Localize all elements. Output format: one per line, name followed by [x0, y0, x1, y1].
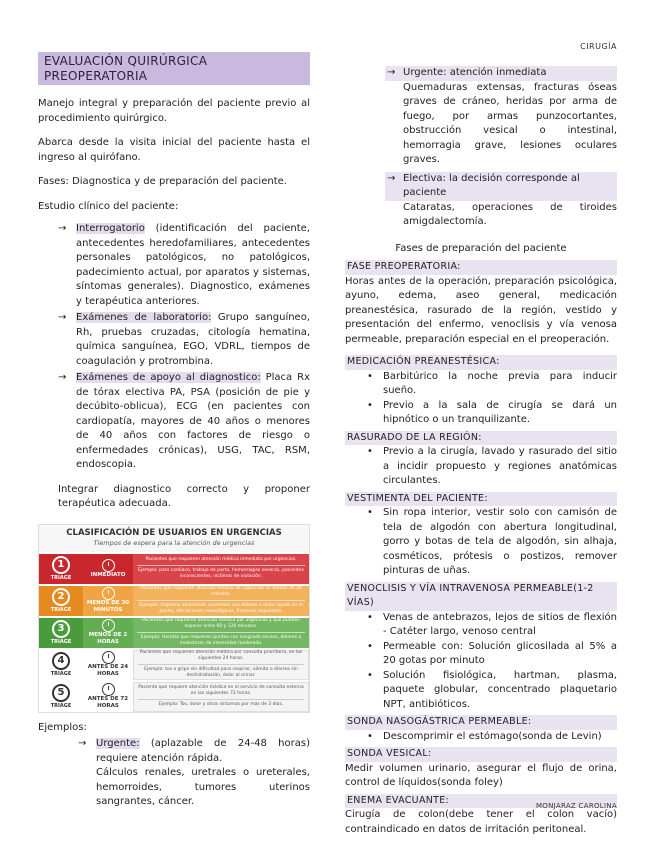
intro-paragraph: Fases: Diagnostica y de preparación del paciente.: [38, 176, 287, 187]
triage-example: Ejemplo: tos o gripe sin dificultad para respirar, vómito o diarrea sin deshidratación, dolor al orinar.: [144, 667, 298, 678]
bullet-icon: •: [367, 640, 373, 652]
arrow-icon: →: [78, 738, 87, 749]
author-footer: MONJARAZ CAROLINA: [535, 802, 617, 810]
section: [345, 715, 617, 744]
triage-word: TRIAGE: [50, 702, 72, 709]
triage-description: Pacientes que requieren atención médica por consulta prioritaria, en las siguientes 24 horas.: [138, 650, 304, 665]
triage-description: Pacientes que requieren atención médica de urgencias en menos de 30 minutos.: [137, 586, 305, 601]
section-text: Medir volumen urinario, asegurar el flujo de orina, control de líquidos(sonda foley): [345, 762, 617, 788]
bullet-icon: •: [367, 669, 373, 681]
example-detail: Cálculos renales, uretrales o ureterales, hemorroides, tumores uterinos sangrantes, cáncer.: [96, 767, 310, 807]
list-item: [78, 737, 310, 766]
section-text: Horas antes de la operación, preparación psicológica, ayuno, edema, aseo general, medicación preanestésica, rasurado de la región, vestido y presentación del enfermo, venoclisis y vía venosa permeable, preparación especial en el preoperación.: [345, 275, 617, 345]
triage-row: [39, 680, 309, 712]
item-label: Exámenes de laboratorio:: [76, 312, 212, 323]
bullet-icon: •: [367, 446, 373, 457]
triage-header: [39, 525, 309, 552]
arrow-icon: →: [387, 67, 396, 78]
item-label: Exámenes de apoyo al diagnostico:: [76, 372, 261, 383]
item-label: Urgente:: [96, 738, 140, 749]
triage-word: TRIAGE: [50, 670, 72, 677]
item-text: (aplazable de 24-48 horas) requiere atención rápida.: [96, 738, 310, 764]
triage-word: TRIAGE: [50, 574, 72, 581]
section-title: FASE PREOPERATORIA:: [345, 260, 617, 275]
list-item: • Solución fisiológica, hartman, plasma, paquete globular, concentrado plaquetario NPT, antibióticos.: [367, 669, 617, 713]
section-title: ENEMA EVACUANTE:: [345, 794, 617, 809]
page-title: EVALUACIÓN QUIRÚRGICA PREOPERATORIA: [38, 52, 310, 85]
triage-example: Ejemplo: paro cardiaco, trabajo de parto, hemorragias severas, pacientes inconscientes, víctimas de violación.: [138, 568, 304, 579]
examples-label: Ejemplos:: [38, 721, 87, 733]
list-item: • Previo a la cirugía, lavado y rasurado del sitio a incidir propuesto y regiones anatómicas circulantes.: [367, 445, 617, 489]
phases-heading: Fases de preparación del paciente: [395, 242, 567, 254]
triage-row: [39, 648, 309, 680]
section-title: MEDICACIÓN PREANESTÉSICA:: [345, 355, 617, 370]
item-text: Grupo sanguíneo, Rh, pruebas cruzadas, citología hematina, química sanguínea, EGO, VDRL, tiempos de coagulación y protrombina.: [76, 312, 311, 367]
arrow-icon: →: [387, 172, 396, 184]
triage-time-label: MENOS DE 30 MINUTOS: [86, 600, 130, 613]
triage-example: Ejemplo: Tos, dolor y otros síntomas por más de 3 días.: [158, 702, 284, 707]
triage-number: 5: [52, 684, 70, 702]
right-column: [345, 66, 617, 845]
triage-time-label: MENOS DE 2 HORAS: [88, 632, 128, 645]
arrow-icon: →: [58, 223, 67, 234]
triage-title: CLASIFICACIÓN DE USUARIOS EN URGENCIAS: [66, 527, 282, 538]
triage-number: 1: [52, 556, 70, 574]
bullet-icon: •: [367, 370, 373, 382]
bullet-icon: •: [367, 611, 373, 623]
list-item: • Venas de antebrazos, lejos de sitios de flexión - Catéter largo, venoso central: [367, 611, 617, 640]
example-detail: Cataratas, operaciones de tiroides amigdalectomía.: [403, 201, 617, 227]
triage-table: [38, 524, 310, 713]
section-title: SONDA VESICAL:: [345, 747, 617, 762]
section: [345, 355, 617, 428]
clock-icon: [102, 651, 115, 664]
section: [345, 492, 617, 579]
subject-header: CIRUGÍA: [580, 42, 617, 51]
bullet-icon: •: [367, 399, 373, 411]
triage-number: 4: [52, 652, 70, 670]
section-title: VESTIMENTA DEL PACIENTE:: [345, 492, 617, 507]
item-label: Electiva: la decisión corresponde al paciente: [403, 172, 580, 198]
integrate-paragraph: Integrar diagnostico correcto y proponer terapéutica adecuada.: [58, 483, 310, 509]
item-label: Interrogatorio: [76, 223, 145, 234]
triage-time-label: INMEDIATO: [90, 571, 126, 578]
triage-example: Ejemplo: Heridas que requieren puntos con sangrado escaso, dolores o malestares de intensidad moderada.: [140, 635, 302, 646]
triage-word: TRIAGE: [50, 638, 72, 645]
examples-list: [78, 737, 310, 766]
triage-row: [39, 616, 309, 648]
intro-paragraph: Abarca desde la visita inicial del paciente hasta el ingreso al quirófano.: [38, 137, 310, 163]
triage-time-label: ANTES DE 72 HORAS: [87, 696, 129, 709]
list-item: • Previo a la sala de cirugía se dará un hipnótico o un tranquilizante.: [367, 399, 617, 428]
clock-icon: [102, 619, 115, 632]
section: [345, 260, 617, 347]
item-text: (identificación del paciente, antecedentes heredofamiliares, antecedentes personales patológicos, no patológicos, padecimiento actual, por aparatos y sistemas, síntomas generales). Diagnostico, exámenes y terapéutica anteriores.: [76, 223, 310, 307]
list-item: [58, 222, 310, 309]
triage-example: Ejemplo: Urgencia abdominal, pacientes con dolores o dolor agudo en el pecho, alteraciones neurológicas, fracturas expuestas.: [139, 603, 303, 614]
item-text: Placa Rx de tórax electiva PA, PSA (posición de pie y decúbito-oblicua), ECG (en pacientes con cardiopatía, mayores de 40 años o menores de 40 años con factores de riesgo o enfermedades crónicas), USG, TAC, RSM, endoscopia.: [76, 372, 310, 470]
triage-time-label: ANTES DE 24 HORAS: [87, 664, 129, 677]
bullet-icon: •: [367, 507, 373, 518]
item-label: Urgente: atención inmediata: [403, 67, 547, 78]
section: [345, 747, 617, 791]
section: [345, 582, 617, 713]
clinical-study-list: [58, 222, 310, 473]
list-item: [58, 311, 310, 369]
list-item: [58, 371, 310, 473]
list-item: • Sin ropa interior, vestir solo con camisón de tela de algodón con abertura longitudinal, gorro y botas de tela de algodón, sin alhaja, cosméticos, prótesis o postizos, remover pinturas de uñas.: [367, 506, 617, 579]
triage-row: [39, 552, 309, 584]
section: [345, 431, 617, 489]
left-column: [38, 52, 310, 812]
section-title: VENOCLISIS Y VÍA INTRAVENOSA PERMEABLE(1-2 VÍAS): [345, 582, 617, 611]
section-title: RASURADO DE LA REGIÓN:: [345, 431, 617, 446]
clock-icon: [102, 559, 115, 572]
section-title: SONDA NASOGÁSTRICA PERMEABLE:: [345, 715, 617, 730]
elective-item: [385, 172, 617, 201]
list-item: • Barbitúrico la noche previa para inducir sueño.: [367, 370, 617, 399]
example-detail: Quemaduras extensas, fracturas óseas graves de cráneo, heridas por arma de fuego, por armas punzocortantes, obstrucción vesical o intestinal, hemorragia grave, lesiones oculares graves.: [403, 81, 617, 165]
triage-description: Pacientes que requieren atención médica por urgencias y que pueden esperar entre 60 y 120 minutos.: [137, 618, 305, 633]
urgent-immediate-item: [385, 66, 617, 81]
clock-icon: [102, 587, 115, 600]
triage-word: TRIAGE: [50, 606, 72, 613]
section-text: Cirugía de colon(debe tener el colon vacío) contraindicado en datos de irritación peritoneal.: [345, 809, 617, 835]
intro-paragraph: Estudio clínico del paciente:: [38, 200, 179, 212]
triage-number: 3: [52, 620, 70, 638]
list-item: • Permeable con: Solución glicosilada al 5% a 20 gotas por minuto: [367, 640, 617, 669]
arrow-icon: →: [58, 372, 67, 383]
intro-paragraph: Manejo integral y preparación del paciente previo al procedimiento quirúrgico.: [38, 98, 310, 124]
triage-number: 2: [52, 588, 70, 606]
triage-row: [39, 584, 309, 616]
triage-subtitle: Tiempos de espera para la atención de urgencias: [93, 538, 255, 547]
bullet-icon: •: [367, 730, 373, 742]
arrow-icon: →: [58, 312, 67, 323]
triage-description: Paciente que requiere atención médica en el servicio de consulta externa en las siguientes 72 horas.: [138, 685, 304, 700]
list-item: • Descomprimir el estómago(sonda de Levin): [367, 730, 617, 745]
clock-icon: [102, 683, 115, 696]
triage-description: Pacientes que requieren atención médica inmediata por urgencias.: [137, 557, 305, 566]
